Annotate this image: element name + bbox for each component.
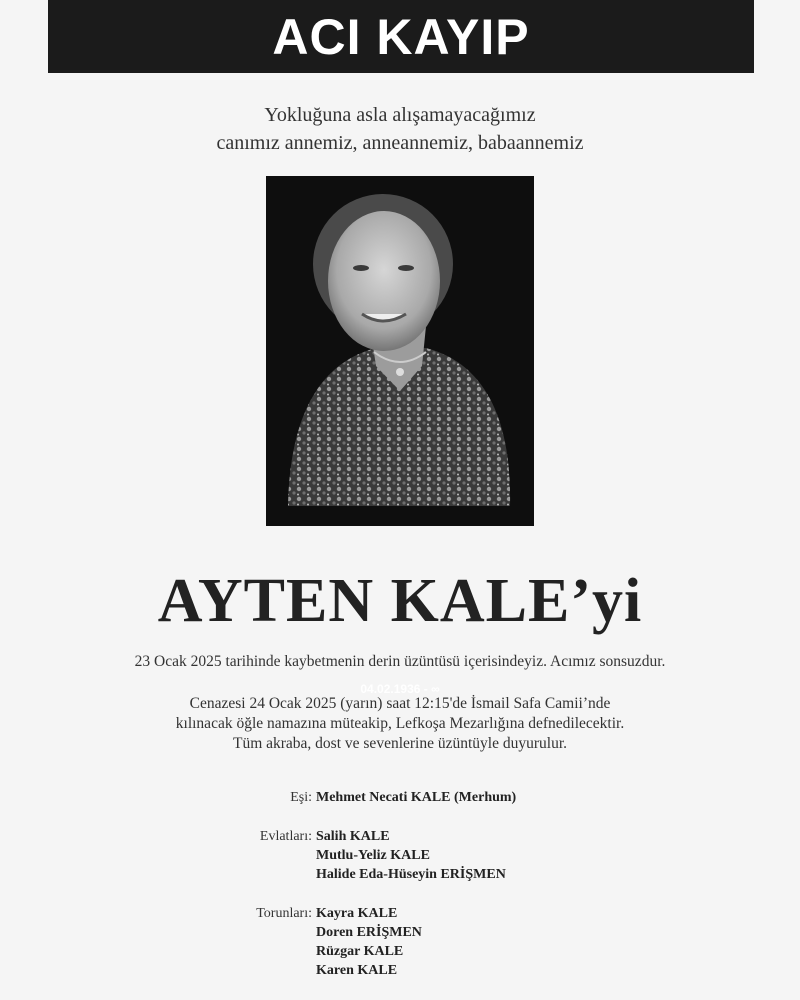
announcement-line-4: Tüm akraba, dost ve sevenlerine üzüntüyle duyurulur.	[232, 735, 567, 752]
grandchild-name: Karen KALE	[316, 963, 398, 978]
grandchildren-row	[0, 925, 800, 944]
grandchildren-label: Torunları:	[256, 906, 312, 921]
child-name: Salih KALE	[316, 829, 390, 844]
children-row	[0, 829, 800, 848]
children-row	[0, 867, 800, 886]
banner-title: ACI KAYIP	[272, 8, 530, 65]
grandchildren-row	[0, 906, 800, 925]
intro-line-1: Yokluğuna asla alışamayacağımız	[264, 104, 536, 126]
life-dates: 04.02.1936 - ∞	[360, 682, 440, 696]
child-name: Mutlu-Yeliz KALE	[316, 848, 430, 863]
header-banner	[48, 0, 754, 73]
spouse-name: Mehmet Necati KALE (Merhum)	[316, 790, 517, 805]
portrait-image	[266, 176, 534, 526]
deceased-name: AYTEN KALE’yi	[157, 567, 643, 635]
announcement-line-3: kılınacak öğle namazına müteakip, Lefkoşa Mezarlığına defnedilecektir.	[175, 715, 625, 732]
children-row	[0, 848, 800, 867]
grandchild-name: Rüzgar KALE	[316, 944, 404, 959]
grandchild-name: Kayra KALE	[316, 906, 398, 921]
spouse-row	[0, 790, 800, 809]
intro-line-2: canımız annemiz, anneannemiz, babaannemiz	[216, 132, 584, 154]
announcement-line-1: 23 Ocak 2025 tarihinde kaybetmenin derin üzüntüsü içerisindeyiz. Acımız sonsuzdur.	[134, 653, 666, 670]
grandchildren-row	[0, 944, 800, 963]
grandchildren-row	[0, 963, 800, 982]
child-name: Halide Eda-Hüseyin ERİŞMEN	[316, 867, 506, 882]
spouse-label: Eşi:	[290, 790, 312, 805]
announcement-line-2: Cenazesi 24 Ocak 2025 (yarın) saat 12:15'de İsmail Safa Camii’nde	[189, 695, 611, 712]
grandchild-name: Doren ERİŞMEN	[316, 925, 422, 940]
children-label: Evlatları:	[259, 829, 312, 844]
